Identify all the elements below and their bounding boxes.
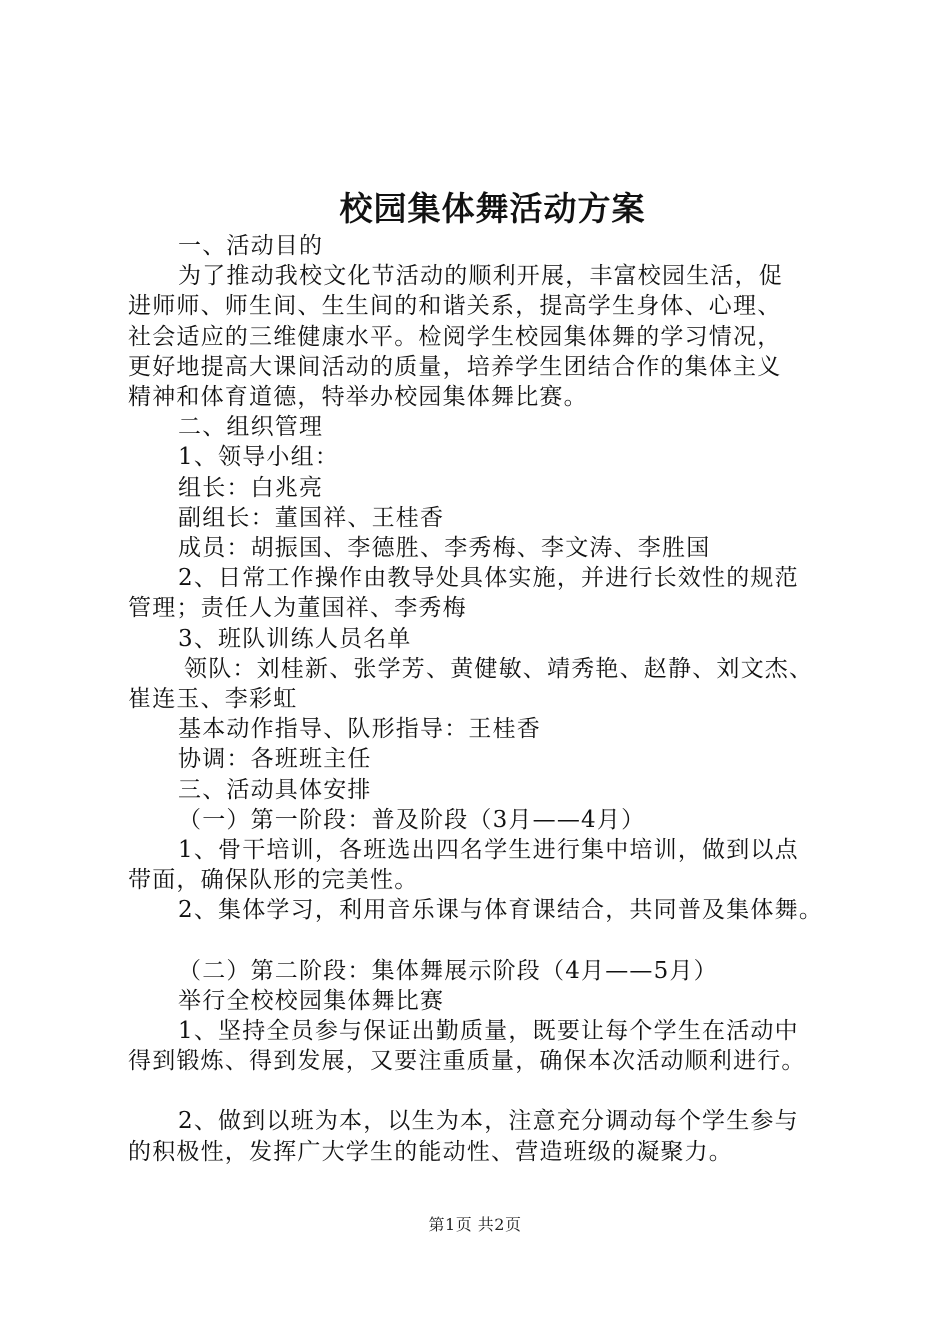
document-body: [128, 187, 853, 1167]
paragraph-line: 1、坚持全员参与保证出勤质量，既要让每个学生在活动中: [178, 1018, 799, 1045]
list-item: 1、领导小组：: [178, 444, 340, 471]
paragraph-line: 领队：刘桂新、张学芳、黄健敏、靖秀艳、赵静、刘文杰、: [184, 655, 814, 682]
paragraph-line: 崔连玉、李彩虹: [128, 686, 298, 713]
paragraph-line: 进师师、师生间、生生间的和谐关系，提高学生身体、心理、: [128, 293, 782, 320]
paragraph-line: 2、集体学习，利用音乐课与体育课结合，共同普及集体舞。: [178, 897, 824, 924]
list-item: 3、班队训练人员名单: [178, 625, 412, 652]
paragraph-line: 的积极性，发挥广大学生的能动性、营造班级的凝聚力。: [128, 1138, 733, 1165]
paragraph-line: 1、骨干培训，各班选出四名学生进行集中培训，做到以点: [178, 837, 799, 864]
section-heading-purpose: 一、活动目的: [178, 233, 324, 259]
list-item: 组长：白兆亮: [178, 474, 324, 501]
paragraph-line: 更好地提高大课间活动的质量，培养学生团结合作的集体主义: [128, 353, 782, 380]
section-heading-arrangement: 三、活动具体安排: [178, 776, 372, 803]
subsection-heading: （二）第二阶段：集体舞展示阶段（4月——5月）: [178, 957, 718, 984]
blank-line: [128, 1076, 853, 1106]
paragraph-line: 精神和体育道德，特举办校园集体舞比赛。: [128, 384, 588, 411]
paragraph-line: 带面，确保队形的完美性。: [128, 867, 419, 894]
paragraph-line: 为了推动我校文化节活动的顺利开展，丰富校园生活，促: [178, 263, 783, 290]
list-item: 基本动作指导、队形指导：王桂香: [178, 716, 541, 743]
paragraph-line: 得到锻炼、得到发展，又要注重质量，确保本次活动顺利进行。: [128, 1048, 806, 1075]
list-item: 副组长：董国祥、王桂香: [178, 504, 445, 531]
list-item: 成员：胡振国、李德胜、李秀梅、李文涛、李胜国: [178, 535, 711, 562]
paragraph-line: 举行全校校园集体舞比赛: [178, 987, 445, 1014]
blank-line: [128, 926, 853, 956]
paragraph-line: 社会适应的三维健康水平。检阅学生校园集体舞的学习情况，: [128, 323, 782, 350]
page-footer: 第1页 共2页: [428, 1215, 522, 1234]
paragraph-line: 2、做到以班为本，以生为本，注意充分调动每个学生参与: [178, 1108, 799, 1135]
section-heading-organization: 二、组织管理: [178, 414, 324, 441]
list-item: 协调：各班班主任: [178, 746, 372, 773]
subsection-heading: （一）第一阶段：普及阶段（3月——4月）: [178, 806, 646, 833]
paragraph-line: 2、日常工作操作由教导处具体实施，并进行长效性的规范: [178, 565, 799, 592]
paragraph-line: 管理；责任人为董国祥、李秀梅: [128, 595, 467, 622]
document-title: 校园集体舞活动方案: [339, 189, 646, 228]
